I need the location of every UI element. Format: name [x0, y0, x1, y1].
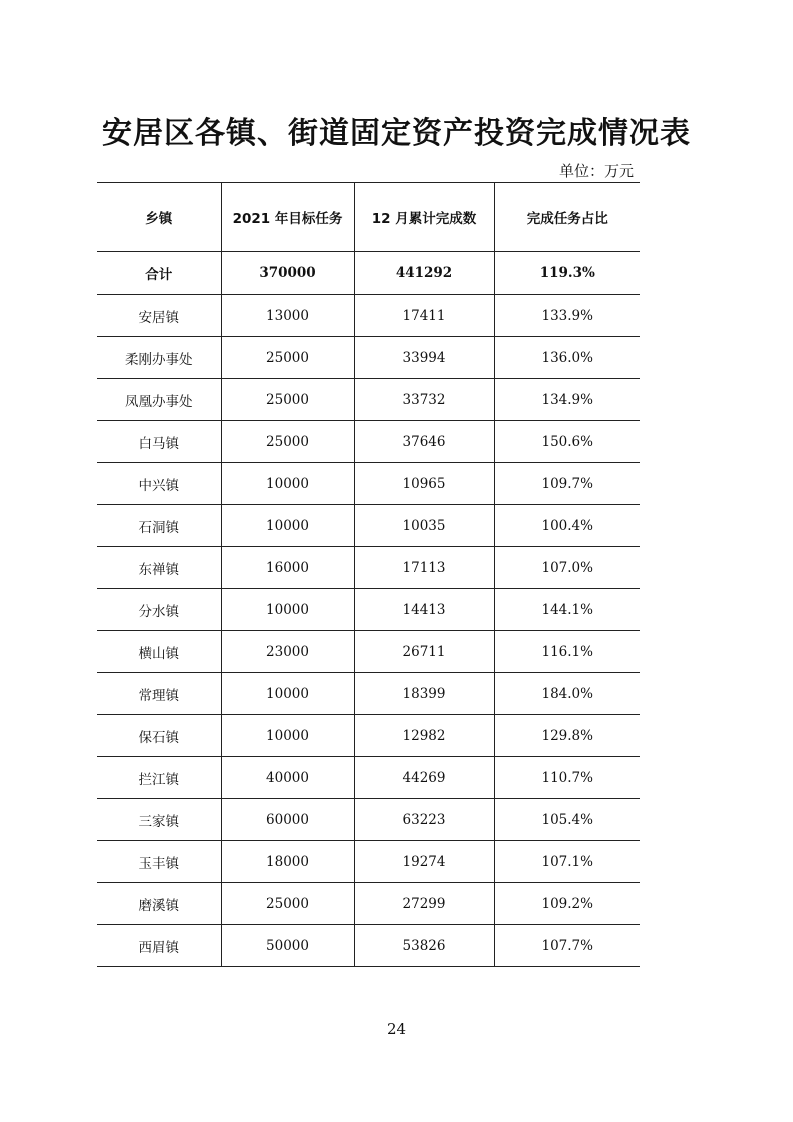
page-title: 安居区各镇、街道固定资产投资完成情况表 [102, 116, 691, 151]
cell-town: 凤凰办事处 [97, 379, 221, 421]
cell-completed: 63223 [354, 799, 494, 841]
cell-ratio: 109.7% [494, 463, 640, 505]
table-row [97, 547, 640, 589]
cell-target: 40000 [221, 757, 354, 799]
cell-ratio: 184.0% [494, 673, 640, 715]
cell-target: 25000 [221, 379, 354, 421]
cell-ratio: 107.1% [494, 841, 640, 883]
cell-town: 磨溪镇 [97, 883, 221, 925]
table-row [97, 631, 640, 673]
cell-town: 拦江镇 [97, 757, 221, 799]
table-row [97, 883, 640, 925]
cell-completed: 14413 [354, 589, 494, 631]
table-row [97, 673, 640, 715]
cell-completed: 18399 [354, 673, 494, 715]
cell-town: 安居镇 [97, 295, 221, 337]
cell-target: 10000 [221, 715, 354, 757]
cell-town: 常理镇 [97, 673, 221, 715]
cell-completed: 17411 [354, 295, 494, 337]
cell-ratio: 116.1% [494, 631, 640, 673]
cell-ratio: 107.7% [494, 925, 640, 967]
cell-target: 25000 [221, 421, 354, 463]
cell-completed: 26711 [354, 631, 494, 673]
table-row [97, 925, 640, 967]
table-row [97, 757, 640, 799]
table-row [97, 463, 640, 505]
cell-ratio: 100.4% [494, 505, 640, 547]
cell-target: 23000 [221, 631, 354, 673]
table-header-row [97, 183, 640, 252]
table-row [97, 379, 640, 421]
total-row [97, 252, 640, 295]
header-ratio: 完成任务占比 [494, 183, 640, 252]
table-row [97, 421, 640, 463]
header-target: 2021 年目标任务 [221, 183, 354, 252]
table-row [97, 589, 640, 631]
cell-town: 三家镇 [97, 799, 221, 841]
cell-completed: 53826 [354, 925, 494, 967]
cell-target: 16000 [221, 547, 354, 589]
cell-completed: 10035 [354, 505, 494, 547]
header-completed: 12 月累计完成数 [354, 183, 494, 252]
table-row [97, 505, 640, 547]
cell-completed: 33732 [354, 379, 494, 421]
table-row [97, 715, 640, 757]
cell-town: 东禅镇 [97, 547, 221, 589]
cell-town: 西眉镇 [97, 925, 221, 967]
cell-target: 13000 [221, 295, 354, 337]
cell-completed: 17113 [354, 547, 494, 589]
cell-target: 25000 [221, 883, 354, 925]
cell-ratio: 136.0% [494, 337, 640, 379]
cell-town: 保石镇 [97, 715, 221, 757]
cell-completed: 44269 [354, 757, 494, 799]
table-row [97, 841, 640, 883]
cell-town: 石洞镇 [97, 505, 221, 547]
total-label: 合计 [97, 252, 221, 295]
investment-table [97, 182, 640, 967]
cell-completed: 10965 [354, 463, 494, 505]
cell-target: 18000 [221, 841, 354, 883]
cell-town: 柔刚办事处 [97, 337, 221, 379]
table-row [97, 337, 640, 379]
cell-ratio: 129.8% [494, 715, 640, 757]
table-row [97, 799, 640, 841]
cell-town: 玉丰镇 [97, 841, 221, 883]
header-town: 乡镇 [97, 183, 221, 252]
cell-ratio: 134.9% [494, 379, 640, 421]
total-completed: 441292 [354, 252, 494, 295]
cell-target: 10000 [221, 673, 354, 715]
cell-ratio: 107.0% [494, 547, 640, 589]
cell-town: 中兴镇 [97, 463, 221, 505]
cell-target: 10000 [221, 463, 354, 505]
cell-ratio: 109.2% [494, 883, 640, 925]
page-number: 24 [386, 1020, 407, 1038]
cell-town: 横山镇 [97, 631, 221, 673]
cell-completed: 33994 [354, 337, 494, 379]
cell-target: 50000 [221, 925, 354, 967]
cell-completed: 27299 [354, 883, 494, 925]
cell-completed: 37646 [354, 421, 494, 463]
cell-completed: 19274 [354, 841, 494, 883]
cell-target: 10000 [221, 505, 354, 547]
cell-target: 25000 [221, 337, 354, 379]
cell-town: 白马镇 [97, 421, 221, 463]
cell-ratio: 144.1% [494, 589, 640, 631]
cell-completed: 12982 [354, 715, 494, 757]
cell-ratio: 133.9% [494, 295, 640, 337]
table-row [97, 295, 640, 337]
cell-town: 分水镇 [97, 589, 221, 631]
cell-target: 10000 [221, 589, 354, 631]
total-ratio: 119.3% [494, 252, 640, 295]
cell-ratio: 105.4% [494, 799, 640, 841]
cell-ratio: 150.6% [494, 421, 640, 463]
cell-target: 60000 [221, 799, 354, 841]
unit-label: 单位：万元 [558, 162, 634, 180]
total-target: 370000 [221, 252, 354, 295]
cell-ratio: 110.7% [494, 757, 640, 799]
